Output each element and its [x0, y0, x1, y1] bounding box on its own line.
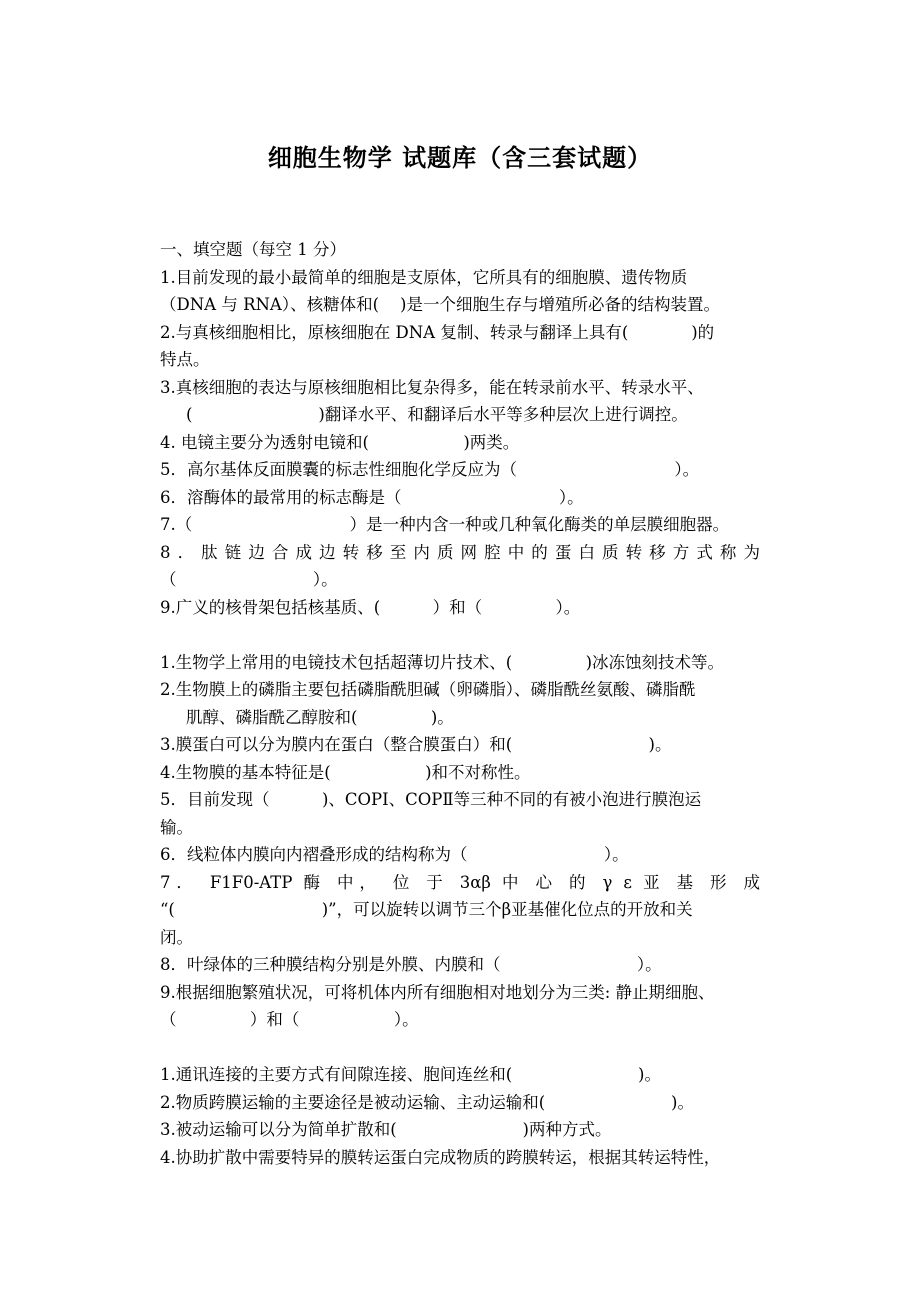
question-line: 9.根据细胞繁殖状况，可将机体内所有细胞相对地划分为三类: 静止期细胞、: [160, 983, 715, 1002]
question-line: 2.与真核细胞相比，原核细胞在 DNA 复制、转录与翻译上具有( )的: [160, 323, 715, 342]
question-line: 1.生物学上常用的电镜技术包括超薄切片技术、( )冰冻蚀刻技术等。: [160, 653, 725, 672]
question-line: “( )”，可以旋转以调节三个β亚基催化位点的开放和关: [160, 900, 693, 919]
question-line: 特点。: [160, 350, 210, 369]
question-line: 4. 电镜主要分为透射电镜和( )两类。: [160, 433, 520, 452]
question-line: 6．线粒体内膜向内褶叠形成的结构称为（ ）。: [160, 845, 629, 864]
question-line: （ ）和（ ）。: [160, 1010, 419, 1029]
question-line: 3.被动运输可以分为简单扩散和( )两种方式。: [160, 1120, 612, 1139]
question-line: ( )翻译水平、和翻译后水平等多种层次上进行调控。: [186, 405, 688, 424]
question-line: 2.生物膜上的磷脂主要包括磷脂酰胆碱（卵磷脂）、磷脂酰丝氨酸、磷脂酰: [160, 680, 696, 699]
section-heading: 一、填空题（每空 1 分）: [160, 240, 346, 259]
question-line: 2.物质跨膜运输的主要途径是被动运输、主动运输和( )。: [160, 1093, 694, 1112]
question-line: 7． F1F0-ATP 酶 中， 位 于 3αβ 中 心 的 γ ε 亚 基 形 成: [160, 873, 760, 892]
question-line: 5．目前发现（ )、COPⅠ、COPⅡ等三种不同的有被小泡进行膜泡运: [160, 790, 702, 809]
question-line: 输。: [160, 818, 193, 837]
question-line: 1.通讯连接的主要方式有间隙连接、胞间连丝和( )。: [160, 1065, 661, 1084]
question-line: 1.目前发现的最小最简单的细胞是支原体，它所具有的细胞膜、遗传物质: [160, 268, 688, 287]
question-line: 3.真核细胞的表达与原核细胞相比复杂得多，能在转录前水平、转录水平、: [160, 378, 704, 397]
question-line: 9.广义的核骨架包括核基质、( ）和（ ）。: [160, 598, 581, 617]
question-line: （ ）。: [160, 570, 338, 589]
question-line: （DNA 与 RNA）、核糖体和( )是一个细胞生存与增殖所必备的结构装置。: [160, 295, 720, 314]
question-line: 闭。: [160, 928, 193, 947]
question-line: 5．高尔基体反面膜囊的标志性细胞化学反应为（ ）。: [160, 460, 700, 479]
document-title: 细胞生物学 试题库（含三套试题）: [267, 144, 653, 172]
question-line: 8．肽链边合成边转移至内质网腔中的蛋白质转移方式称为: [160, 543, 760, 562]
question-line: 6．溶酶体的最常用的标志酶是（ ）。: [160, 488, 584, 507]
question-line: 7.（ ）是一种内含一种或几种氧化酶类的单层膜细胞器。: [160, 515, 730, 534]
question-line: 4.生物膜的基本特征是( )和不对称性。: [160, 763, 531, 782]
question-line: 肌醇、磷脂酰乙醇胺和( )。: [186, 708, 454, 727]
question-line: 8．叶绿体的三种膜结构分别是外膜、内膜和（ ）。: [160, 955, 662, 974]
question-line: 3.膜蛋白可以分为膜内在蛋白（整合膜蛋白）和( )。: [160, 735, 672, 754]
question-line: 4.协助扩散中需要特异的膜转运蛋白完成物质的跨膜转运，根据其转运特性，: [160, 1148, 721, 1167]
